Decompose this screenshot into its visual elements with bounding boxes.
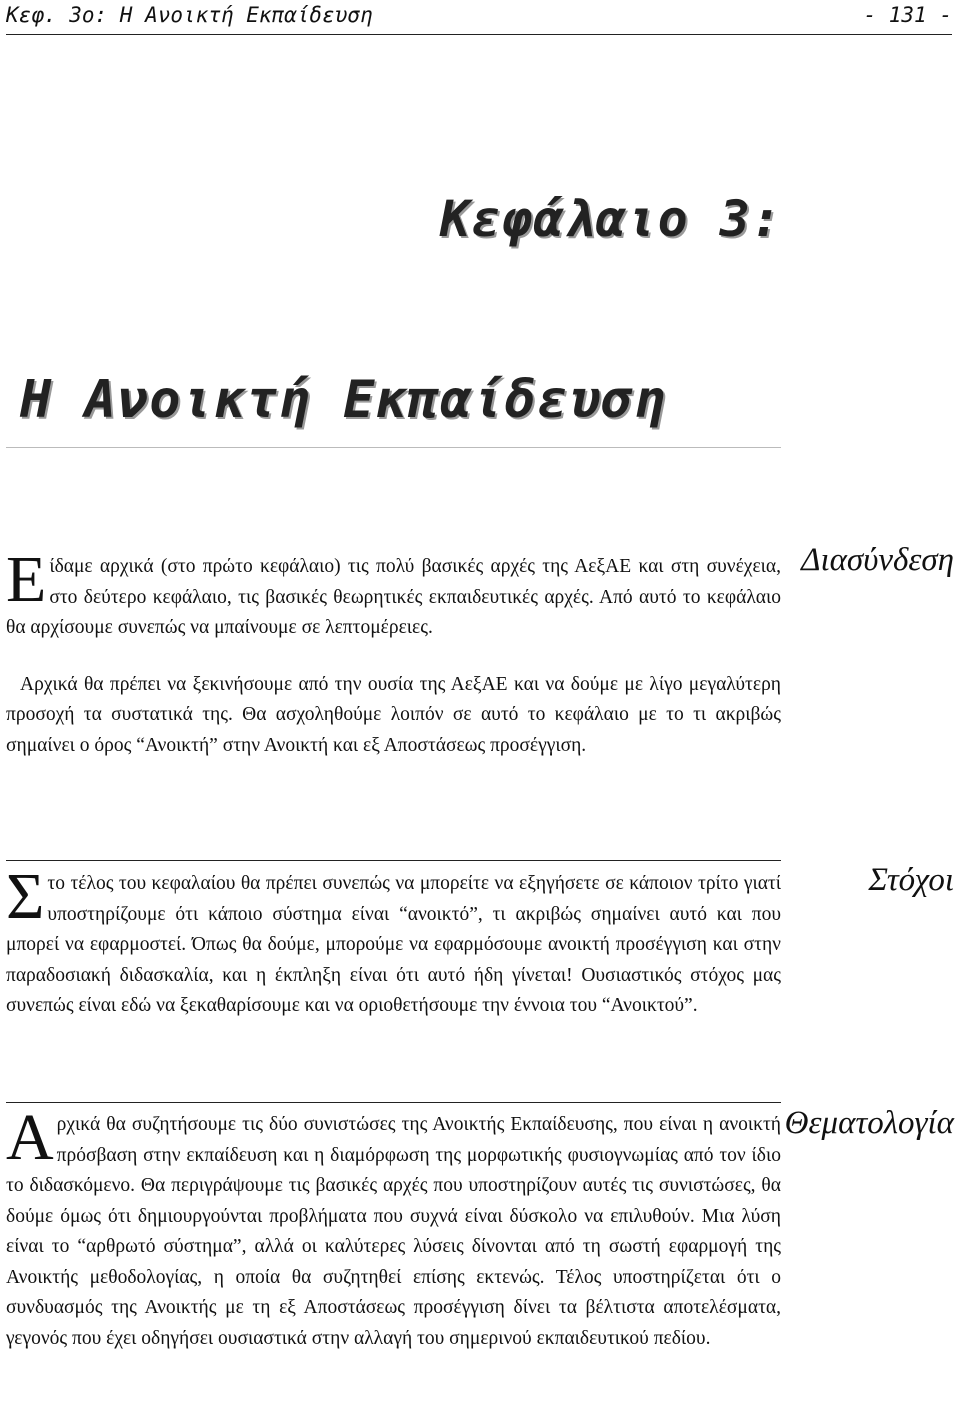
section-connection: [6, 543, 781, 761]
margin-label-goals: Στόχοι: [868, 862, 954, 898]
drop-cap: Σ: [6, 860, 45, 933]
paragraph: [6, 543, 781, 644]
paragraph-text: ίδαμε αρχικά (στο πρώτο κεφάλαιο) τις πολύ βασικές αρχές της ΑεξΑΕ και στη συνέχεια, στο δεύτερο κεφάλαιο, τις βασικές θεωρητικές εκπαιδευτικές αρχές. Από αυτό το κεφάλαιο θα αρχίσουμε συνεπώς να μπαίνουμε σε λεπτομέρειες.: [6, 556, 781, 638]
section-topics: [6, 1102, 781, 1354]
drop-cap: Α: [6, 1101, 54, 1174]
chapter-number: Κεφάλαιο 3:: [439, 190, 782, 248]
header-chapter-label: Κεφ. 3ο: Η Ανοικτή Εκπαίδευση: [6, 3, 373, 27]
margin-label-topics: Θεματολογία: [784, 1105, 954, 1141]
paragraph-text: Αρχικά θα πρέπει να ξεκινήσουμε από την ουσία της ΑεξΑΕ και να δούμε με λίγο μεγαλύτερη προσοχή τα συστατικά της. Θα ασχοληθούμε λοιπόν σε αυτό το κεφάλαιο με το τι ακριβώς σημαίνει ο όρος “Ανοικτή” στην Ανοικτή και εξ Αποστάσεως προσέγγιση.: [6, 673, 781, 756]
drop-cap: Ε: [6, 543, 47, 616]
section-goals: [6, 860, 781, 1022]
chapter-title: Η Ανοικτή Εκπαίδευση: [20, 370, 667, 430]
paragraph: [6, 860, 781, 1022]
title-divider: [6, 447, 781, 448]
paragraph-text: το τέλος του κεφαλαίου θα πρέπει συνεπώς να μπορείτε να εξηγήσετε σε κάποιον τρίτο γιατί υποστηρίζουμε ότι κάποιο σύστημα είναι “ανοικτό”, τι ακριβώς σημαίνει αυτό και που μπορεί να εφαρμοστεί. Όπως θα δούμε, μπορούμε να εφαρμόσουμε ανοικτή προσέγγιση και στην παραδοσιακή διδασκαλία, και η έκπληξη είναι ότι αυτό ήδη γίνεται! Ουσιαστικός στόχος μας συνεπώς είναι εδώ να ξεκαθαρίσουμε και να οριοθετήσουμε την έννοια του “Ανοικτού”.: [6, 873, 781, 1016]
paragraph-text: ρχικά θα συζητήσουμε τις δύο συνιστώσες της Ανοικτής Εκπαίδευσης, που είναι η ανοικτή πρόσβαση στην εκπαίδευση και η διαμόρφωση της μορφωτικής φυσιογνωμίας από τον ίδιο το διδασκόμενο. Θα περιγράψουμε τις βασικές αρχές που υποστηρίζουν αυτές τις συνιστώσες, θα δούμε όμως ότι δημιουργούνται προβλήματα που συχνά είναι δύσκολο να επιλυθούν. Μια λύση είναι το “αρθρωτό σύστημα”, αλλά οι καλύτερες λύσεις δίνονται από τη σωστή εφαρμογή της Ανοικτής μεθοδολογίας, η οποία θα συζητηθεί επίσης εκτενώς. Τέλος υποστηρίζεται ότι ο συνδυασμός της Ανοικτής με τη εξ Αποστάσεως προσέγγιση δίνει τα βέλτιστα αποτελέσματα, γεγονός που έχει οδηγήσει ουσιαστικά στην αλλαγή του σημερινού εκπαιδευτικού πεδίου.: [6, 1114, 781, 1349]
paragraph: [6, 1101, 781, 1354]
margin-label-connection: Διασύνδεση: [801, 542, 954, 578]
page-number: - 131 -: [863, 3, 952, 27]
running-header: [6, 0, 952, 35]
